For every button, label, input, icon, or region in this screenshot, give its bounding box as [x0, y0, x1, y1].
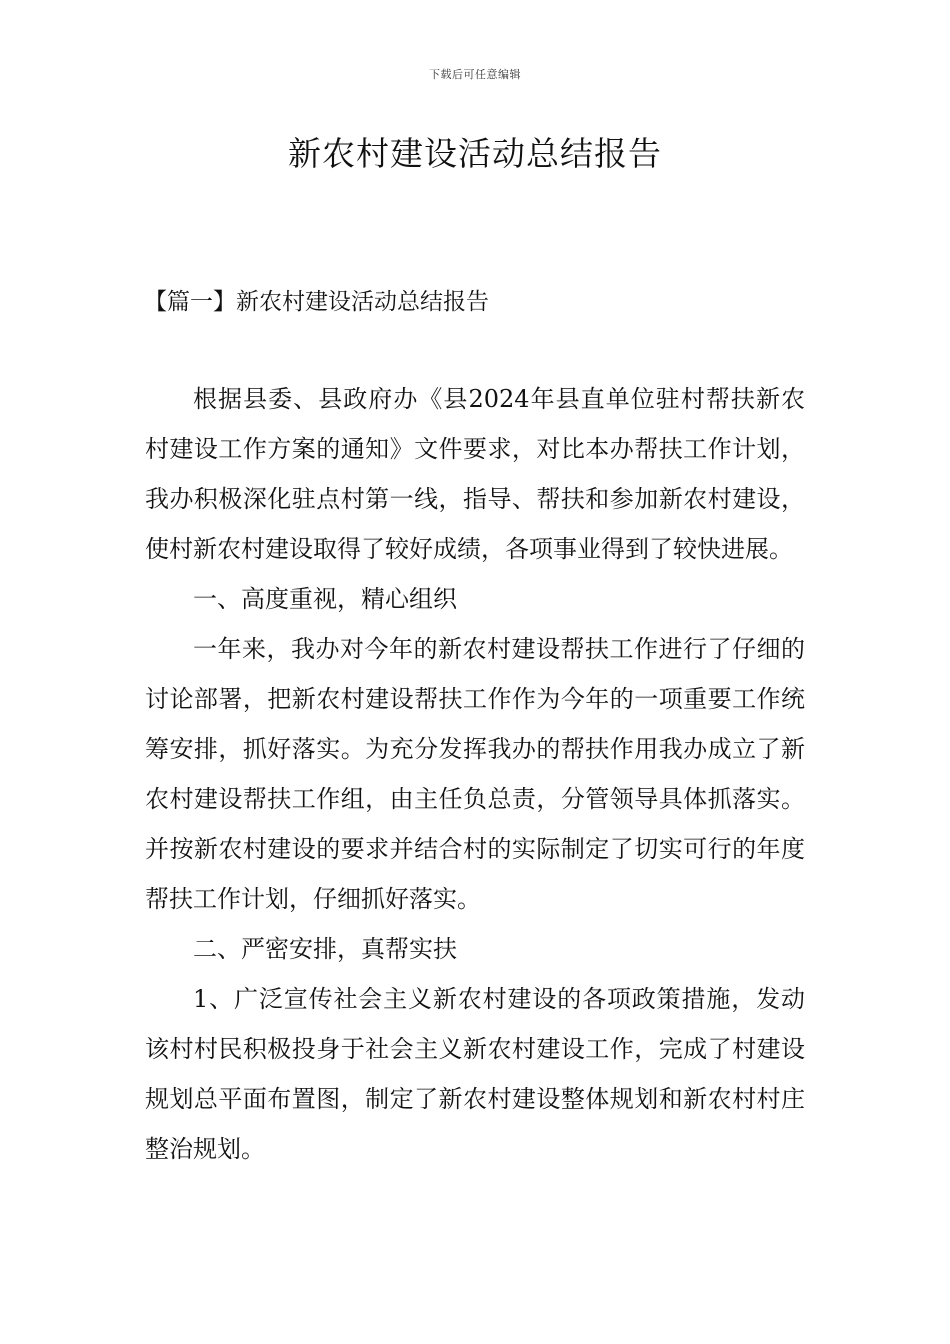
document-body — [145, 374, 805, 1174]
document-title: 新农村建设活动总结报告 — [288, 134, 662, 173]
paragraph-intro: 根据县委、县政府办《县2024年县直单位驻村帮扶新农村建设工作方案的通知》文件要求，对比本办帮扶工作计划，我办积极深化驻点村第一线，指导、帮扶和参加新农村建设，使村新农村建设取得了较好成绩，各项事业得到了较快进展。 — [145, 385, 805, 563]
paragraph-1: 一年来，我办对今年的新农村建设帮扶工作进行了仔细的讨论部署，把新农村建设帮扶工作作为今年的一项重要工作统筹安排，抓好落实。为充分发挥我办的帮扶作用我办成立了新农村建设帮扶工作组，由主任负总责，分管领导具体抓落实。并按新农村建设的要求并结合村的实际制定了切实可行的年度帮扶工作计划，仔细抓好落实。 — [145, 635, 805, 913]
subheading-2: 二、严密安排，真帮实扶 — [193, 935, 457, 963]
section-heading: 【篇一】新农村建设活动总结报告 — [144, 289, 489, 315]
paragraph-2: 1、广泛宣传社会主义新农村建设的各项政策措施，发动该村村民积极投身于社会主义新农村建设工作，完成了村建设规划总平面布置图，制定了新农村建设整体规划和新农村村庄整治规划。 — [145, 985, 805, 1163]
header-note: 下载后可任意编辑 — [429, 68, 521, 81]
subheading-1: 一、高度重视，精心组织 — [193, 585, 457, 613]
